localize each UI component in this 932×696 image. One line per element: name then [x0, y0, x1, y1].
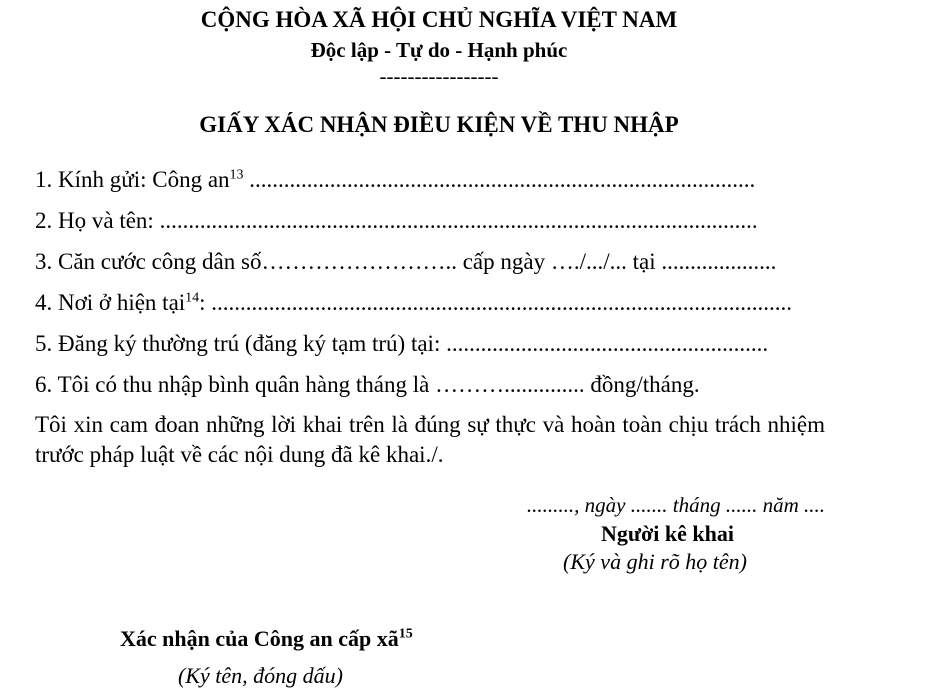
- document-title: GIẤY XÁC NHẬN ĐIỀU KIỆN VỀ THU NHẬP: [199, 112, 679, 137]
- declaration-text: Tôi xin cam đoan những lời khai trên là đúng sự thực và hoàn toàn chịu trách nhiệm trước pháp luật về các nội dung đã kê khai./.: [35, 412, 825, 467]
- field-fill[interactable]: ........................................................................................................: [159, 208, 758, 233]
- police-instruction: (Ký tên, đóng dấu): [178, 663, 343, 688]
- field-label: 4. Nơi ở hiện tại: [35, 290, 186, 315]
- field-fill[interactable]: ……….............. đồng/tháng.: [435, 372, 700, 397]
- field-full-name: [35, 208, 758, 234]
- field-recipient: [35, 167, 755, 193]
- field-current-residence: [35, 290, 792, 316]
- field-label: 2. Họ và tên:: [35, 208, 160, 233]
- header-divider: -----------------: [379, 64, 499, 88]
- police-title-text: Xác nhận của Công an cấp xã: [120, 626, 399, 651]
- field-id-card: [35, 249, 776, 275]
- field-label: 1. Kính gửi: Công an: [35, 167, 230, 192]
- signature-date-line: ........., ngày ....... tháng ...... năm ....: [526, 493, 825, 517]
- field-label: 3. Căn cước công dân số: [35, 249, 262, 274]
- footnote-marker: 15: [398, 626, 413, 642]
- signer-role: Người kê khai: [601, 521, 734, 546]
- field-fill[interactable]: …………………….. cấp ngày …./.../... tại ....................: [261, 249, 777, 274]
- footnote-marker: 14: [185, 290, 200, 306]
- footnote-marker: 13: [229, 167, 244, 183]
- field-fill[interactable]: : .....................................................................................................: [199, 290, 793, 315]
- field-label: 5. Đăng ký thường trú (đăng ký tạm trú) tại:: [35, 331, 447, 356]
- country-name: CỘNG HÒA XÃ HỘI CHỦ NGHĨA VIỆT NAM: [200, 7, 678, 32]
- field-fill[interactable]: ........................................................................................: [243, 167, 756, 192]
- field-income: [35, 372, 700, 398]
- field-fill[interactable]: ........................................................: [446, 331, 769, 356]
- signer-instruction: (Ký và ghi rõ họ tên): [563, 549, 747, 574]
- national-motto: Độc lập - Tự do - Hạnh phúc: [310, 38, 568, 62]
- police-confirmation-title: [120, 626, 413, 652]
- field-registration: [35, 331, 768, 357]
- field-label: 6. Tôi có thu nhập bình quân hàng tháng là: [35, 372, 436, 397]
